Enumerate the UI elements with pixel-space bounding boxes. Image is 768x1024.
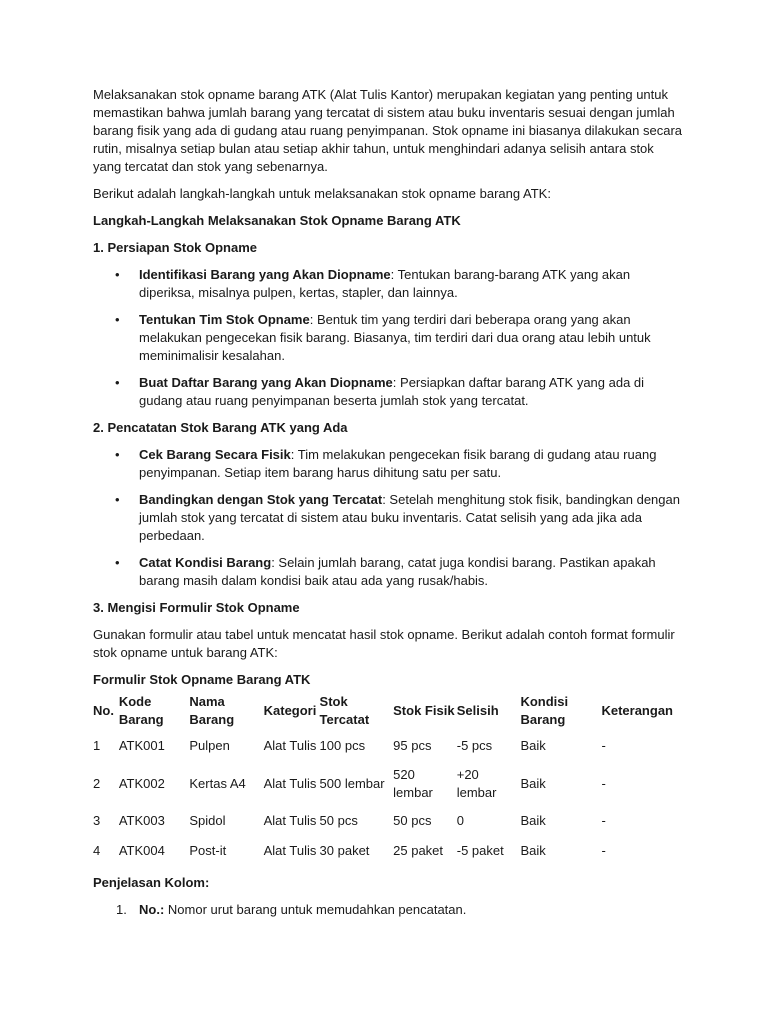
explanation-heading: Penjelasan Kolom:	[93, 875, 210, 890]
table-cell: 520 lembar	[393, 766, 433, 800]
table-cell: Alat Tulis	[263, 738, 317, 753]
table-cell: Alat Tulis	[263, 813, 317, 828]
table-cell: ATK003	[118, 813, 165, 828]
table-cell: 25 paket	[393, 843, 444, 858]
table-cell: 30 paket	[319, 843, 370, 858]
table-cell: Baik	[520, 843, 546, 858]
column-header: Kode Barang	[118, 694, 164, 727]
list-item	[93, 446, 683, 482]
item-term: No.:	[139, 902, 165, 917]
item-text: : Tim melakukan pengecekan fisik barang di gudang atau ruang penyimpanan. Setiap item barang harus dihitung satu per satu.	[139, 447, 657, 480]
explanation-list	[93, 901, 683, 919]
item-term: Catat Kondisi Barang	[139, 555, 272, 570]
table-cell: -	[601, 738, 606, 753]
table-cell: -	[601, 813, 606, 828]
list-item	[93, 266, 683, 302]
table-cell: -	[601, 843, 606, 858]
column-header: Selisih	[456, 703, 499, 718]
section2-list	[93, 446, 683, 590]
table-cell: Baik	[520, 738, 546, 753]
item-term: Cek Barang Secara Fisik	[139, 447, 291, 462]
table-cell: Baik	[520, 775, 546, 791]
table-cell: -	[601, 775, 606, 791]
bullet-icon: •	[115, 555, 120, 570]
section1-list	[93, 266, 683, 410]
table-cell: ATK004	[118, 843, 165, 858]
table-cell: 95 pcs	[393, 738, 432, 753]
section3-paragraph: Gunakan formulir atau tabel untuk mencatat hasil stok opname. Berikut adalah contoh format formulir stok opname untuk barang ATK:	[93, 627, 675, 660]
item-text: : Persiapkan daftar barang ATK yang ada di gudang atau ruang penyimpanan beserta jumlah stok yang tercatat.	[139, 375, 645, 408]
bullet-icon: •	[115, 312, 120, 327]
item-text: Nomor urut barang untuk memudahkan pencatatan.	[164, 902, 467, 917]
item-text: : Setelah menghitung stok fisik, bandingkan dengan jumlah stok yang tercatat di sistem atau buku inventaris. Catat selisih yang ada jika ada perbedaan.	[139, 492, 680, 543]
bullet-icon: •	[115, 447, 120, 462]
item-text: : Bentuk tim yang terdiri dari beberapa orang yang akan melakukan pengecekan fisik barang. Biasanya, tim terdiri dari dua orang atau lebih untuk meminimalisir kesalahan.	[139, 312, 651, 363]
table-row	[93, 731, 683, 761]
stock-opname-table	[93, 691, 683, 866]
item-term: Identifikasi Barang yang Akan Diopname	[139, 267, 391, 282]
section2-heading: 2. Pencatatan Stok Barang ATK yang Ada	[93, 420, 348, 435]
column-header: Stok Tercatat	[319, 694, 370, 727]
list-item	[93, 491, 683, 545]
table-cell: ATK001	[118, 738, 165, 753]
table-cell: +20 lembar	[456, 766, 497, 800]
form-title: Formulir Stok Opname Barang ATK	[93, 672, 311, 687]
table-cell: -5 pcs	[456, 738, 493, 753]
lead-paragraph: Berikut adalah langkah-langkah untuk melaksanakan stok opname barang ATK:	[93, 186, 551, 201]
table-cell: 0	[456, 813, 464, 828]
table-cell: 50 pcs	[319, 813, 358, 828]
item-term: Tentukan Tim Stok Opname	[139, 312, 310, 327]
column-header: Stok Fisik	[393, 703, 455, 718]
table-cell: ATK002	[118, 775, 165, 791]
list-item	[93, 311, 683, 365]
table-cell: Kertas A4	[189, 775, 246, 791]
column-header: Kondisi Barang	[520, 694, 569, 727]
table-row	[93, 806, 683, 836]
table-cell: Alat Tulis	[263, 843, 317, 858]
item-number: 1.	[116, 902, 127, 917]
table-cell: Baik	[520, 813, 546, 828]
table-cell: Pulpen	[189, 738, 230, 753]
bullet-icon: •	[115, 375, 120, 390]
column-header: Kategori	[263, 703, 317, 718]
item-text: : Tentukan barang-barang ATK yang akan diperiksa, misalnya pulpen, kertas, stapler, dan lainnya.	[139, 267, 631, 300]
list-item	[93, 554, 683, 590]
item-term: Buat Daftar Barang yang Akan Diopname	[139, 375, 393, 390]
list-item	[93, 374, 683, 410]
list-item	[93, 901, 683, 919]
item-term: Bandingkan dengan Stok yang Tercatat	[139, 492, 383, 507]
bullet-icon: •	[115, 492, 120, 507]
column-header: Keterangan	[601, 703, 673, 718]
table-cell: 4	[93, 843, 101, 858]
table-cell: 50 pcs	[393, 813, 432, 828]
bullet-icon: •	[115, 267, 120, 282]
table-cell: Alat Tulis	[263, 775, 317, 791]
table-header-row	[93, 691, 683, 731]
column-header: Nama Barang	[189, 694, 235, 727]
section1-heading: 1. Persiapan Stok Opname	[93, 240, 258, 255]
table-row	[93, 761, 683, 806]
table-cell: 500 lembar	[319, 775, 385, 791]
column-header: No.	[93, 703, 114, 718]
table-cell: 2	[93, 775, 101, 791]
main-heading: Langkah-Langkah Melaksanakan Stok Opname Barang ATK	[93, 213, 461, 228]
item-text: : Selain jumlah barang, catat juga kondisi barang. Pastikan apakah barang masih dalam kondisi baik atau ada yang rusak/habis.	[139, 555, 656, 588]
document-body	[93, 86, 683, 919]
table-cell: 100 pcs	[319, 738, 366, 753]
section3-heading: 3. Mengisi Formulir Stok Opname	[93, 600, 300, 615]
table-row	[93, 836, 683, 866]
intro-paragraph: Melaksanakan stok opname barang ATK (Alat Tulis Kantor) merupakan kegiatan yang penting untuk memastikan bahwa jumlah barang yang tercatat di sistem atau buku inventaris sesuai dengan jumlah barang fisik yang ada di gudang atau ruang penyimpanan. Stok opname ini biasanya dilakukan secara rutin, misalnya setiap bulan atau setiap akhir tahun, untuk menghindari adanya selisih antara stok yang tercatat dan stok yang sebenarnya.	[93, 87, 683, 174]
table-cell: Post-it	[189, 843, 227, 858]
table-cell: Spidol	[189, 813, 226, 828]
table-cell: 3	[93, 813, 101, 828]
table-cell: 1	[93, 738, 101, 753]
table-cell: -5 paket	[456, 843, 504, 858]
